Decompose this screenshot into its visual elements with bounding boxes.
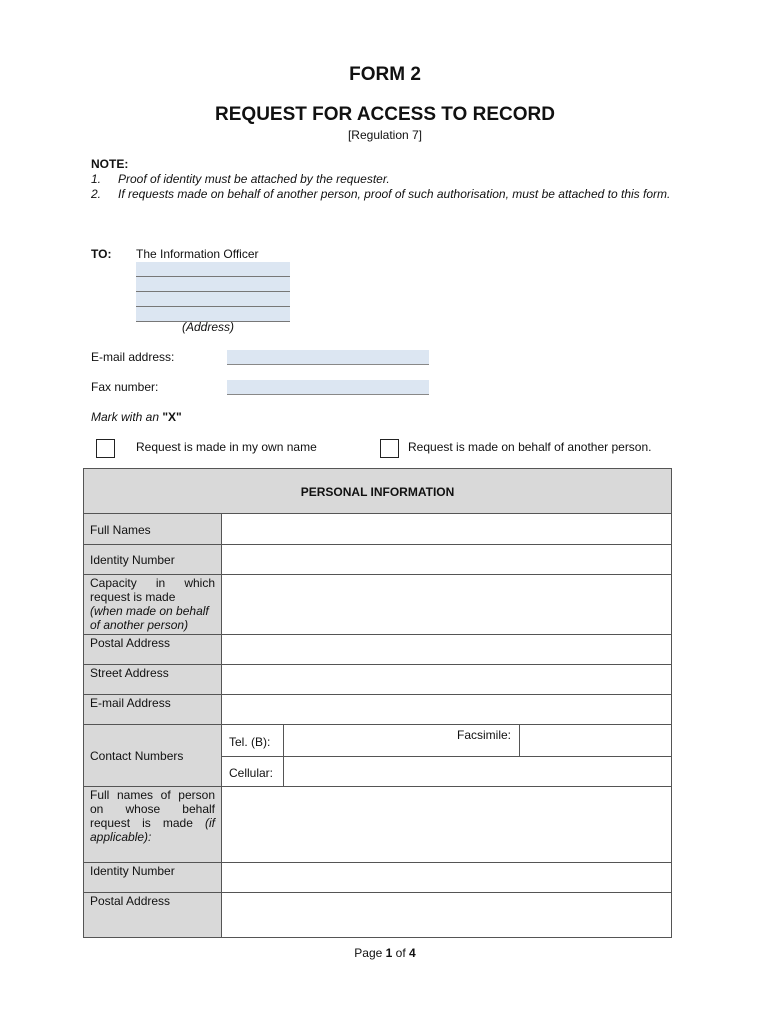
postal-address-label: Postal Address xyxy=(84,634,222,664)
address-line-3[interactable] xyxy=(136,292,290,307)
identity-number-2-input[interactable] xyxy=(223,863,671,892)
contact-numbers-label: Contact Numbers xyxy=(84,724,222,786)
mark-instruction xyxy=(91,410,182,424)
behalf-names-input[interactable] xyxy=(223,787,671,862)
cellular-input[interactable] xyxy=(284,757,671,786)
behalf-names-note: (if applicable): xyxy=(90,816,215,844)
full-names-label: Full Names xyxy=(84,514,222,544)
tel-b-input[interactable] xyxy=(284,725,444,756)
capacity-label xyxy=(84,574,222,634)
own-name-option-label: Request is made in my own name xyxy=(136,440,317,454)
facsimile-label: Facsimile: xyxy=(457,728,512,742)
note-item-2 xyxy=(91,187,691,217)
behalf-option-label: Request is made on behalf of another person. xyxy=(408,440,652,454)
facsimile-input[interactable] xyxy=(520,725,671,756)
mark-symbol: "X" xyxy=(162,410,182,424)
note-item-text: Proof of identity must be attached by the requester. xyxy=(118,172,390,186)
postal-address-input[interactable] xyxy=(223,635,671,664)
page-number xyxy=(0,946,770,960)
page-title: REQUEST FOR ACCESS TO RECORD xyxy=(215,104,555,125)
tel-b-label: Tel. (B): xyxy=(229,735,271,749)
note-item-number: 2. xyxy=(91,187,102,201)
behalf-names-text: Full names of person on whose behalf request is made xyxy=(90,788,215,830)
table-heading xyxy=(84,469,671,514)
note-item-1 xyxy=(91,172,691,187)
behalf-names-label xyxy=(84,786,222,862)
address-caption: (Address) xyxy=(182,320,235,334)
recipient-name: The Information Officer xyxy=(136,247,259,261)
table-heading-text: PERSONAL INFORMATION xyxy=(300,485,455,499)
address-line-1[interactable] xyxy=(136,262,290,277)
identity-number-label: Identity Number xyxy=(84,544,222,574)
street-address-label: Street Address xyxy=(84,664,222,694)
email-field[interactable] xyxy=(227,350,429,365)
capacity-label-text: Capacity in which request is made xyxy=(90,576,215,604)
identity-number-2-label: Identity Number xyxy=(84,862,222,892)
fax-field[interactable] xyxy=(227,380,429,395)
email-address-label: E-mail Address xyxy=(84,694,222,724)
postal-address-2-input[interactable] xyxy=(223,893,671,937)
email-address-input[interactable] xyxy=(223,695,671,724)
page-total: 4 xyxy=(409,946,416,960)
street-address-input[interactable] xyxy=(223,665,671,694)
page-mid: of xyxy=(392,946,410,960)
page-prefix: Page xyxy=(354,946,386,960)
full-names-input[interactable] xyxy=(223,515,671,544)
note-item-number: 1. xyxy=(91,172,102,186)
behalf-checkbox[interactable] xyxy=(380,439,399,458)
regulation-reference: [Regulation 7] xyxy=(347,128,423,142)
mark-instruction-text: Mark with an xyxy=(91,410,163,424)
cellular-label: Cellular: xyxy=(229,766,274,780)
postal-address-2-label: Postal Address xyxy=(84,892,222,937)
email-label: E-mail address: xyxy=(91,350,175,364)
own-name-checkbox[interactable] xyxy=(96,439,115,458)
page-current: 1 xyxy=(385,946,393,960)
behalf-names-label-text xyxy=(90,788,215,844)
to-label: TO: xyxy=(91,247,112,261)
note-item-text: If requests made on behalf of another person, proof of such authorisation, must be attached to this form. xyxy=(118,187,671,201)
address-line-2[interactable] xyxy=(136,277,290,292)
capacity-label-note: (when made on behalf of another person) xyxy=(90,604,209,632)
note-heading: NOTE: xyxy=(91,157,129,171)
identity-number-input[interactable] xyxy=(223,545,671,574)
capacity-input[interactable] xyxy=(223,575,671,634)
form-number: FORM 2 xyxy=(349,64,421,85)
fax-label: Fax number: xyxy=(91,380,159,394)
